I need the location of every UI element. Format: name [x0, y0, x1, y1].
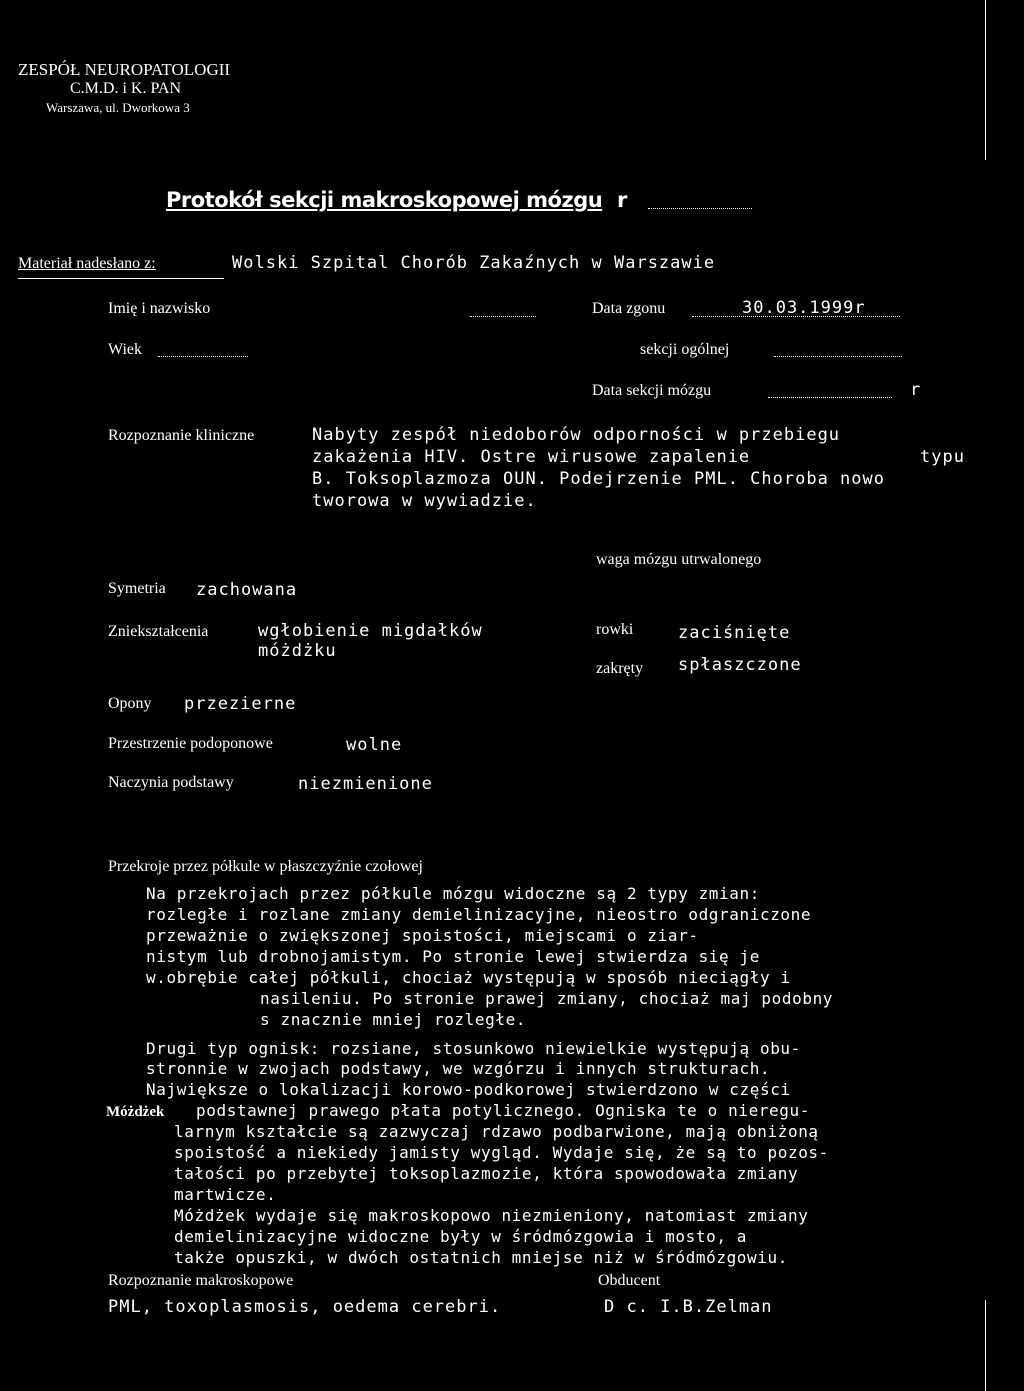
section-text-line: stronnie w zwojach podstawy, we wzgórzu i innych strukturach.	[146, 1059, 771, 1078]
sulci-label: rowki	[596, 621, 634, 638]
sections-label: Przekroje przez półkule w płaszczyźnie czołowej	[108, 858, 423, 875]
gyri-value: spłaszczone	[678, 655, 802, 675]
brain-autopsy-dots	[768, 397, 892, 398]
section-text-line: spoistość a niekiedy jamisty wygląd. Wydaje się, że są to pozos-	[174, 1143, 829, 1162]
subarachnoid-value: wolne	[346, 735, 403, 755]
section-text-line: przeważnie o zwiększonej spoistości, miejscami o ziar-	[146, 926, 699, 945]
pathologist-value: D c. I.B.Zelman	[604, 1297, 773, 1317]
name-dots	[470, 316, 536, 317]
symmetry-value: zachowana	[196, 580, 298, 600]
material-label: Materiał nadesłano z:	[18, 255, 156, 272]
section-text-line: tałości po przebytej toksoplazmozie, która spowodowała zmiany	[174, 1164, 799, 1183]
institution-unit: C.M.D. i K. PAN	[70, 80, 181, 97]
macroscopic-diagnosis-value: PML, toxoplasmosis, oedema cerebri.	[108, 1297, 502, 1317]
vessels-label: Naczynia podstawy	[108, 774, 234, 791]
death-date-value: 30.03.1999r	[742, 298, 866, 318]
section-text-line: Móżdżek wydaje się makroskopowo niezmieniony, natomiast zmiany	[174, 1206, 809, 1225]
meninges-label: Opony	[108, 695, 152, 712]
general-autopsy-label: sekcji ogólnej	[640, 341, 730, 358]
name-label: Imię i nazwisko	[108, 300, 211, 317]
brain-autopsy-label: Data sekcji mózgu	[592, 382, 712, 399]
section-text-line: nistym lub drobnojamistym. Po stronie lewej stwierdza się je	[146, 947, 760, 966]
section-text-line: martwicze.	[174, 1185, 277, 1204]
institution-name: ZESPÓŁ NEUROPATOLOGII	[18, 60, 231, 79]
meninges-value: przezierne	[184, 694, 297, 714]
brain-autopsy-suffix: r	[910, 380, 922, 400]
deformations-value-2: móżdżku	[258, 641, 337, 661]
clinical-diagnosis-line-2-tail: typu	[920, 447, 965, 467]
section-text-line: Największe o lokalizacji korowo-podkorowej stwierdzono w części	[146, 1080, 791, 1099]
material-underline	[18, 278, 224, 279]
margin-rule-top	[985, 0, 986, 160]
section-text-line: s znacznie mniej rozległe.	[260, 1010, 527, 1029]
section-text-line: Drugi typ ognisk: rozsiane, stosunkowo niewielkie występują obu-	[146, 1039, 801, 1058]
deformations-label: Zniekształcenia	[108, 623, 209, 640]
general-autopsy-dots	[774, 356, 902, 357]
section-text-line: podstawnej prawego płata potylicznego. Ogniska te o nieregu-	[196, 1101, 810, 1120]
death-date-label: Data zgonu	[592, 300, 666, 317]
vessels-value: niezmienione	[298, 774, 433, 794]
title-dots	[648, 208, 752, 209]
section-text-line: larnym kształcie są zazwyczaj rdzawo podbarwione, mają obniżoną	[174, 1122, 819, 1141]
section-text-line: demielinizacyjne widoczne były w śródmózgowia i mosto, a	[174, 1227, 748, 1246]
symmetry-label: Symetria	[108, 580, 166, 597]
clinical-diagnosis-line-1: Nabyty zespół niedoborów odporności w przebiegu	[312, 425, 841, 445]
section-text-line: także opuszki, w dwóch ostatnich mniejse niż w śródmózgowiu.	[174, 1248, 788, 1267]
sulci-value: zaciśnięte	[678, 623, 791, 643]
section-text-line: Na przekrojach przez półkule mózgu widoczne są 2 typy zmian:	[146, 884, 760, 903]
margin-rule-bottom	[985, 1300, 986, 1391]
age-label: Wiek	[108, 341, 143, 358]
title-year-suffix: r	[617, 188, 627, 212]
document-title: Protokół sekcji makroskopowej mózgu r	[166, 188, 627, 212]
clinical-diagnosis-line-4: tworowa w wywiadzie.	[312, 491, 537, 511]
age-dots	[158, 356, 248, 357]
clinical-diagnosis-label: Rozpoznanie kliniczne	[108, 427, 255, 444]
clinical-diagnosis-line-2: zakażenia HIV. Ostre wirusowe zapalenie	[312, 447, 751, 467]
cerebellum-label: Móżdżek	[106, 1104, 165, 1120]
brain-weight-label: waga mózgu utrwalonego	[596, 551, 762, 568]
section-text-line: nasileniu. Po stronie prawej zmiany, chociaż maj podobny	[260, 989, 834, 1008]
material-value: Wolski Szpital Chorób Zakaźnych w Warszawie	[232, 253, 716, 273]
institution-address: Warszawa, ul. Dworkowa 3	[46, 100, 190, 115]
subarachnoid-label: Przestrzenie podoponowe	[108, 735, 273, 752]
macroscopic-diagnosis-label: Rozpoznanie makroskopowe	[108, 1272, 294, 1289]
section-text-line: rozległe i rozlane zmiany demielinizacyjne, nieostro odgraniczone	[146, 905, 812, 924]
clinical-diagnosis-line-3: B. Toksoplazmoza OUN. Podejrzenie PML. Choroba nowo	[312, 469, 885, 489]
pathologist-label: Obducent	[598, 1272, 661, 1289]
section-text-line: w.obrębie całej półkuli, chociaż występują w sposób nieciągły i	[146, 968, 791, 987]
deformations-value-1: wgłobienie migdałków	[258, 621, 483, 641]
gyri-label: zakręty	[596, 660, 644, 677]
